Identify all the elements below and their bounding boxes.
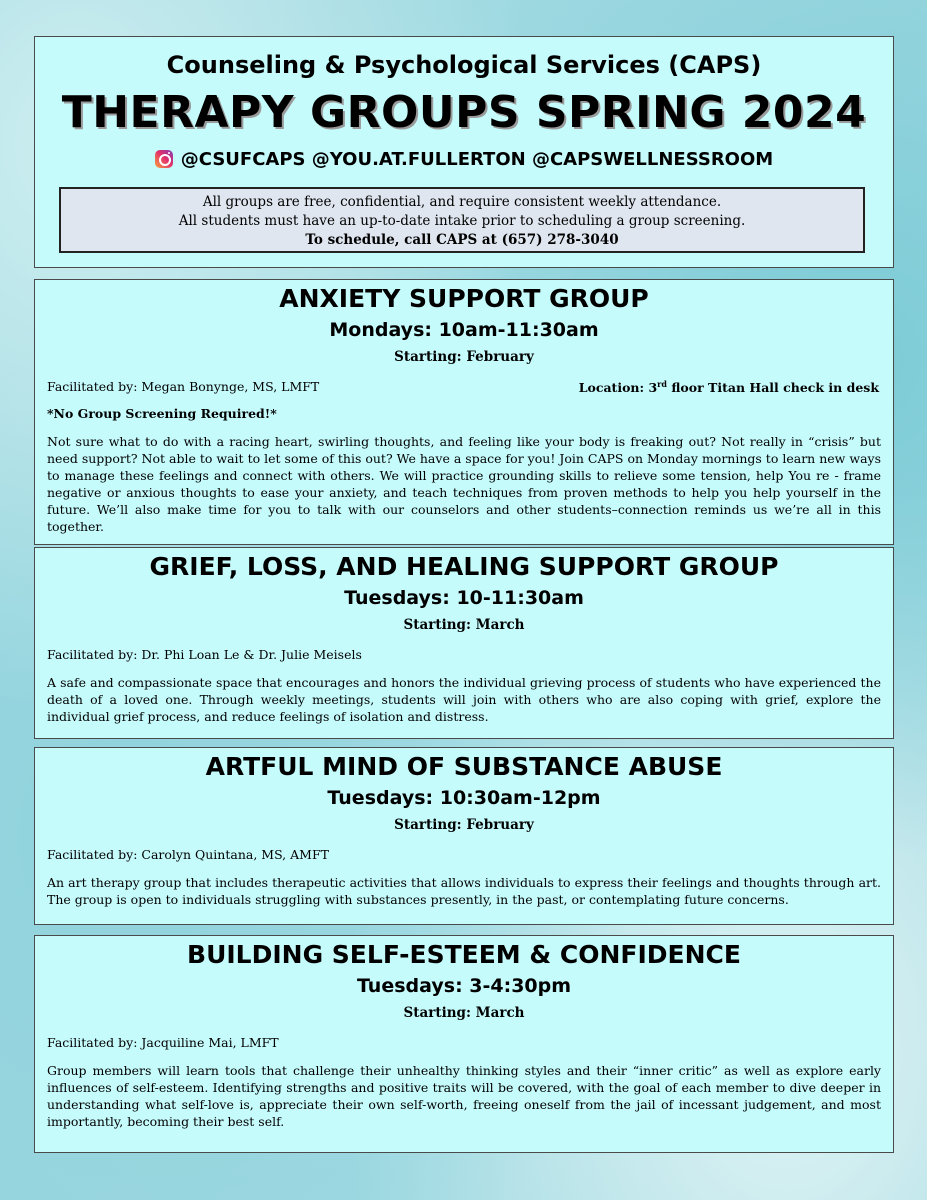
notice-line-3: To schedule, call CAPS at (657) 278-3040	[305, 232, 619, 248]
department-name: Counseling & Psychological Services (CAPS)	[166, 51, 762, 79]
group-facilitator: Facilitated by: Carolyn Quintana, MS, AMFT	[47, 847, 329, 862]
group-facilitator: Facilitated by: Megan Bonynge, MS, LMFT Location: 3rd floor Titan Hall check in desk	[47, 379, 879, 396]
group-days: Tuesdays: 3-4:30pm	[356, 975, 572, 997]
group-days: Mondays: 10am-11:30am	[329, 319, 599, 341]
notice-line-2: All students must have an up-to-date intake prior to scheduling a group screening.	[178, 213, 746, 229]
group-facilitator: Facilitated by: Dr. Phi Loan Le & Dr. Julie Meisels	[47, 647, 362, 662]
group-description: A safe and compassionate space that encourages and honors the individual grieving process of students who have experienced the death of a loved one. Through weekly meetings, students will join with others who are also coping with grief, explore the individual grief process, and reduce feelings of isolation and distress.	[47, 675, 881, 724]
group-artful-mind	[34, 747, 894, 925]
group-starting: Starting: March	[403, 1005, 525, 1021]
group-days: Tuesdays: 10-11:30am	[344, 587, 584, 609]
group-grief	[34, 547, 894, 739]
group-anxiety	[34, 279, 894, 545]
group-days: Tuesdays: 10:30am-12pm	[327, 787, 601, 809]
group-starting: Starting: March	[403, 617, 525, 633]
social-handles-row	[35, 149, 893, 170]
header-panel	[34, 36, 894, 268]
group-self-esteem	[34, 935, 894, 1153]
group-title: ARTFUL MIND OF SUBSTANCE ABUSE	[205, 752, 723, 781]
group-title: GRIEF, LOSS, AND HEALING SUPPORT GROUP	[149, 552, 779, 581]
group-description: Not sure what to do with a racing heart, swirling thoughts, and feeling like your body is freaking out? Not really in “crisis” but need support? Not able to wait to let some of this out? We have a space for you! Join CAPS on Monday mornings to learn new ways to manage these feelings and connect with others. We will practice grounding skills to relieve some tension, help You re - frame negative or anxious thoughts to ease your anxiety, and teach techniques from proven methods to help you help yourself in the future. We’ll also make time for you to talk with our counselors and other students–connection reminds us we’re all in this together.	[47, 434, 881, 534]
notice-box	[59, 187, 865, 253]
group-description: An art therapy group that includes therapeutic activities that allows individuals to express their feelings and thoughts through art. The group is open to individuals struggling with substances presently, in the past, or contemplating future concerns.	[47, 875, 881, 907]
group-facilitator: Facilitated by: Jacquiline Mai, LMFT	[47, 1035, 279, 1050]
group-description: Group members will learn tools that challenge their unhealthy thinking styles and their “inner critic” as well as explore early influences of self-esteem. Identifying strengths and positive traits will be covered, with the goal of each member to dive deeper in understanding what self-love is, appreciate their own self-worth, freeing oneself from the jail of incessant judgement, and most importantly, becoming their best self.	[47, 1063, 881, 1129]
notice-line-1: All groups are free, confidential, and require consistent weekly attendance.	[202, 194, 722, 210]
group-title: BUILDING SELF-ESTEEM & CONFIDENCE	[187, 940, 741, 969]
group-starting: Starting: February	[394, 349, 534, 365]
social-handles: @CSUFCAPS @YOU.AT.FULLERTON @CAPSWELLNESSROOM	[180, 149, 774, 170]
group-title: ANXIETY SUPPORT GROUP	[279, 284, 649, 313]
page-title: THERAPY GROUPS SPRING 2024	[61, 87, 867, 138]
instagram-icon	[155, 150, 173, 168]
group-location: Location: 3rd floor Titan Hall check in desk	[578, 379, 879, 396]
group-note: *No Group Screening Required!*	[47, 406, 277, 421]
group-starting: Starting: February	[394, 817, 534, 833]
